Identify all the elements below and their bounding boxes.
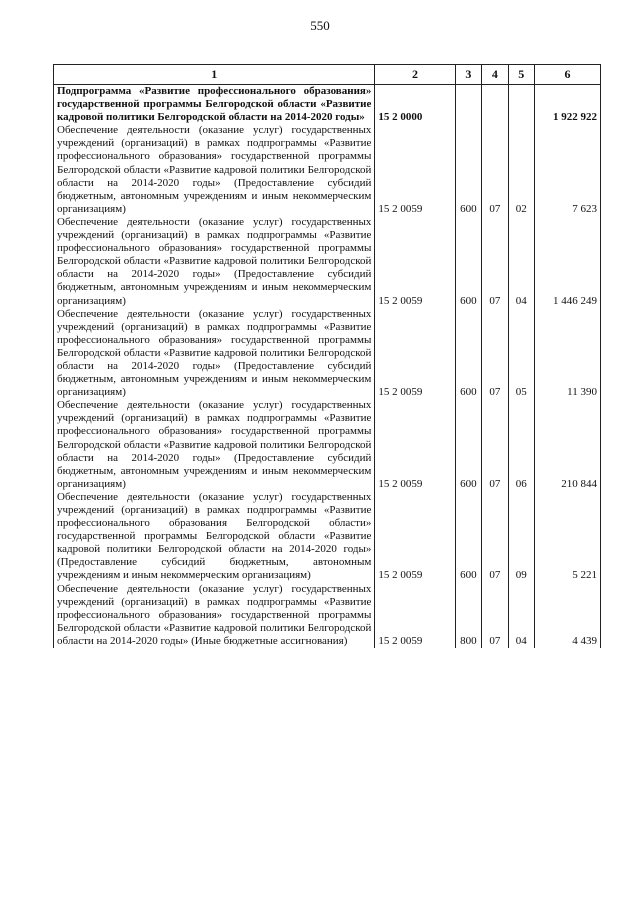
row-col4: 07 (482, 124, 508, 216)
row-col5: 02 (508, 124, 534, 216)
row-col3: 600 (455, 216, 481, 308)
row-code: 15 2 0059 (375, 124, 455, 216)
header-cell-5: 5 (508, 65, 534, 85)
row-amount: 11 390 (534, 308, 600, 400)
table-row (54, 216, 601, 308)
row-col3: 800 (455, 583, 481, 648)
row-description: Обеспечение деятельности (оказание услуг) государственных учреждений (организаций) в рамках подпрограммы «Развитие профессионального образования» государственной программы Белгородской области «Развитие кадровой политики Белгородской области на 2014-2020 годы» (Предоставление субсидий бюджетным, автономным учреждениям и иным некоммерческим организациям) (54, 124, 375, 216)
row-code: 15 2 0059 (375, 399, 455, 491)
table-row (54, 399, 601, 491)
row-description: Обеспечение деятельности (оказание услуг) государственных учреждений (организаций) в рамках подпрограммы «Развитие профессионального образования» государственной программы Белгородской области «Развитие кадровой политики Белгородской области на 2014-2020 годы» (Предоставление субсидий бюджетным, автономным учреждениям и иным некоммерческим организациям) (54, 308, 375, 400)
row-col5: 04 (508, 583, 534, 648)
page-number: 550 (310, 18, 330, 33)
header-cell-2: 2 (375, 65, 455, 85)
row-description: Подпрограмма «Развитие профессионального образования» государственной программы Белгородской области «Развитие кадровой политики Белгородской области на 2014-2020 годы» (54, 85, 375, 125)
table-row (54, 85, 601, 125)
row-col4 (482, 85, 508, 125)
row-col4: 07 (482, 399, 508, 491)
row-col4: 07 (482, 583, 508, 648)
header-cell-1: 1 (54, 65, 375, 85)
row-col5: 05 (508, 308, 534, 400)
row-col4: 07 (482, 491, 508, 583)
row-amount: 210 844 (534, 399, 600, 491)
row-col5: 04 (508, 216, 534, 308)
row-col3: 600 (455, 308, 481, 400)
table-row (54, 124, 601, 216)
row-description: Обеспечение деятельности (оказание услуг) государственных учреждений (организаций) в рамках подпрограммы «Развитие профессионального образования Белгородской области» государственной программы Белгородской области «Развитие кадровой политики Белгородской области на 2014-2020 годы» (Предоставление субсидий бюджетным, автономным учреждениям и иным некоммерческим организациям) (54, 491, 375, 583)
header-row (54, 65, 601, 85)
row-code: 15 2 0059 (375, 308, 455, 400)
row-code: 15 2 0059 (375, 216, 455, 308)
row-col3 (455, 85, 481, 125)
row-col5 (508, 85, 534, 125)
table-row (54, 491, 601, 583)
row-code: 15 2 0000 (375, 85, 455, 125)
row-amount: 7 623 (534, 124, 600, 216)
row-col5: 09 (508, 491, 534, 583)
row-col4: 07 (482, 308, 508, 400)
row-col3: 600 (455, 124, 481, 216)
row-amount: 5 221 (534, 491, 600, 583)
row-code: 15 2 0059 (375, 583, 455, 648)
header-cell-3: 3 (455, 65, 481, 85)
row-description: Обеспечение деятельности (оказание услуг) государственных учреждений (организаций) в рамках подпрограммы «Развитие профессионального образования» государственной программы Белгородской области «Развитие кадровой политики Белгородской области на 2014-2020 годы» (Предоставление субсидий бюджетным, автономным учреждениям и иным некоммерческим организациям) (54, 399, 375, 491)
row-col3: 600 (455, 491, 481, 583)
row-amount: 4 439 (534, 583, 600, 648)
table-row (54, 583, 601, 648)
row-col4: 07 (482, 216, 508, 308)
table-row (54, 308, 601, 400)
row-code: 15 2 0059 (375, 491, 455, 583)
row-description: Обеспечение деятельности (оказание услуг) государственных учреждений (организаций) в рамках подпрограммы «Развитие профессионального образования» государственной программы Белгородской области «Развитие кадровой политики Белгородской области на 2014-2020 годы» (Иные бюджетные ассигнования) (54, 583, 375, 648)
row-amount: 1 446 249 (534, 216, 600, 308)
header-cell-4: 4 (482, 65, 508, 85)
header-cell-6: 6 (534, 65, 600, 85)
row-col5: 06 (508, 399, 534, 491)
row-col3: 600 (455, 399, 481, 491)
budget-table (53, 64, 601, 648)
row-description: Обеспечение деятельности (оказание услуг) государственных учреждений (организаций) в рамках подпрограммы «Развитие профессионального образования» государственной программы Белгородской области «Развитие кадровой политики Белгородской области на 2014-2020 годы» (Предоставление субсидий бюджетным, автономным учреждениям и иным некоммерческим организациям) (54, 216, 375, 308)
row-amount: 1 922 922 (534, 85, 600, 125)
